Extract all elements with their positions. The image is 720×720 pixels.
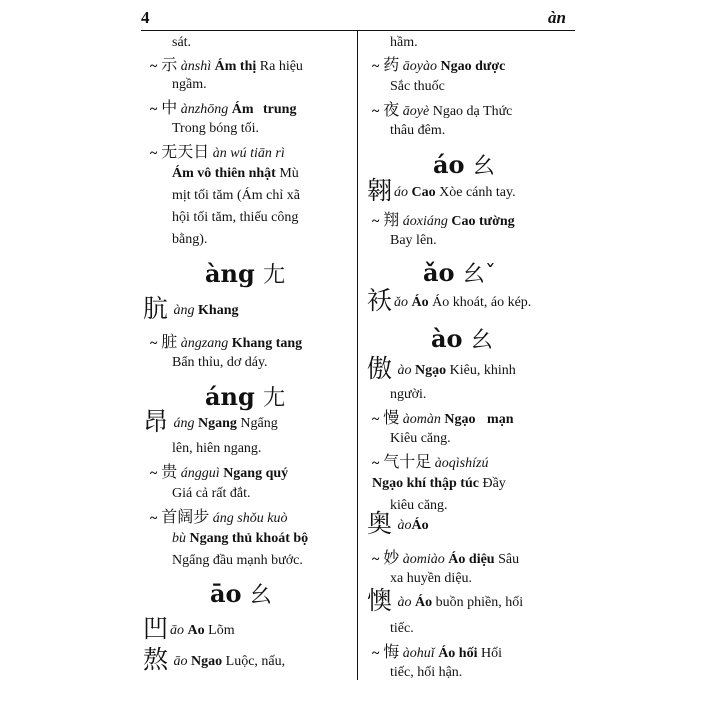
sub-entry: ~ 妙 àomiào Áo diệu Sâu — [372, 548, 520, 567]
sub-entry: ~ 慢 àomàn Ngạo mạn — [372, 408, 514, 427]
text-line: người. — [390, 387, 427, 402]
text-line: tiếc, hối hận. — [390, 665, 463, 680]
section-heading: ǎo 幺ˇ — [423, 258, 496, 287]
text-line: Bay lên. — [390, 233, 437, 248]
text-line: ngầm. — [172, 77, 207, 92]
sub-entry: ~ 气十足 àoqìshízú — [372, 452, 489, 471]
section-heading: āo 幺 — [210, 579, 272, 608]
text-line: Sắc thuốc — [390, 79, 445, 94]
sub-entry: ~ 悔 àohuǐ Áo hối Hối — [372, 642, 502, 661]
text-line: Kiêu căng. — [390, 431, 451, 446]
text-line: bằng). — [172, 232, 208, 247]
section-heading: áng 尢 — [205, 382, 286, 411]
text-line: sát. — [172, 35, 192, 50]
head-entry: 凹āo Ao Lõm — [143, 614, 235, 643]
head-entry: 肮 àng Khang — [143, 294, 239, 323]
text-line: lên, hiên ngang. — [172, 441, 262, 456]
section-heading: àng 尢 — [205, 259, 286, 288]
text-line: mịt tối tăm (Ám chỉ xã — [172, 188, 300, 203]
text-line: Giá cả rất đắt. — [172, 486, 251, 501]
sub-entry: ~ 无天日 àn wú tiān rì — [150, 142, 285, 161]
sub-entry: ~ 夜 āoyè Ngao dạ Thức — [372, 100, 513, 119]
column-divider — [357, 30, 358, 680]
text-line: tiếc. — [390, 621, 414, 636]
text-line: Ám vô thiên nhật Mù — [172, 166, 299, 181]
page-number: 4 — [141, 8, 150, 27]
text-line: Trong bóng tối. — [172, 121, 260, 136]
sub-entry: ~ 翔 áoxiáng Cao tường — [372, 210, 515, 229]
sub-entry: ~ 示 ànshì Ám thị Ra hiệu — [150, 55, 303, 74]
sub-entry: ~ 脏 àngzang Khang tang — [150, 332, 303, 351]
head-entry: 奥 àoÁo — [367, 509, 429, 538]
text-line: Ngạo khí thập túc Đầy — [372, 476, 506, 491]
head-entry: 翱áo Cao Xòe cánh tay. — [367, 176, 516, 205]
head-entry: 昂 áng Ngang Ngẩng — [143, 407, 278, 436]
head-entry: 懊 ào Áo buồn phiền, hối — [367, 586, 524, 615]
head-entry: 袄ǎo Áo Áo khoát, áo kép. — [367, 286, 532, 315]
text-line: Ngẩng đầu mạnh bước. — [172, 553, 303, 568]
section-heading: áo 幺 — [433, 150, 495, 179]
text-line: xa huyền diệu. — [390, 571, 473, 586]
sub-entry: ~ 中 ànzhōng Ám trung — [150, 98, 297, 117]
text-line: thâu đêm. — [390, 123, 446, 138]
text-line: Bẩn thỉu, dơ dáy. — [172, 355, 268, 370]
text-line: kiêu căng. — [390, 498, 448, 513]
section-heading: ào 幺 — [431, 324, 493, 353]
text-line: bù Ngang thủ khoát bộ — [172, 531, 309, 546]
sub-entry: ~ 贵 ángguì Ngang quý — [150, 462, 289, 481]
header-rule — [141, 30, 575, 31]
text-line: hầm. — [390, 35, 418, 50]
sub-entry: ~ 药 āoyào Ngao dược — [372, 55, 506, 74]
head-entry: 熬 āo Ngao Luộc, nấu, — [143, 645, 286, 674]
head-entry: 傲 ào Ngạo Kiêu, khinh — [367, 354, 516, 383]
running-head: àn — [548, 8, 566, 27]
sub-entry: ~ 首阔步 áng shǒu kuò — [150, 507, 288, 526]
text-line: hội tối tăm, thiếu công — [172, 210, 299, 225]
